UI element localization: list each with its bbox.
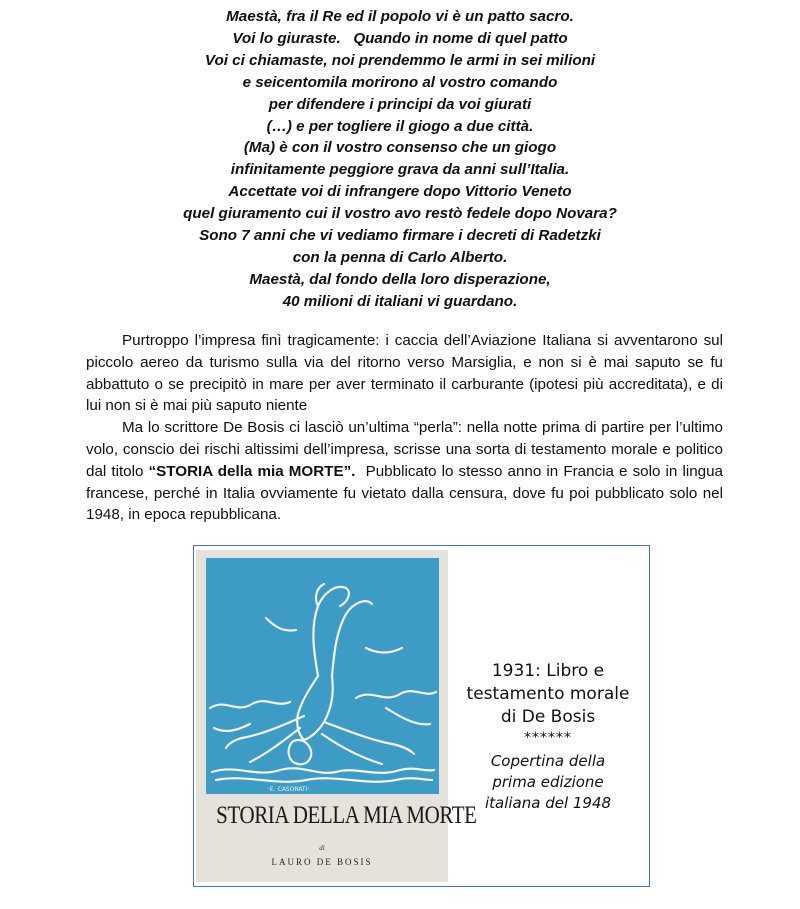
quote-line: per difendere i principi da voi giurati xyxy=(268,95,532,113)
paragraph-testament xyxy=(86,417,728,526)
paragraph-testament-text-end: Pubblicato lo stesso anno in Francia e solo in lingua francese, perché in Italia ovviamente fu vietato dalla censura, dove fu poi pubblicato solo nel 1948, in epoca repubblicana. xyxy=(86,462,728,524)
body-text xyxy=(86,330,728,526)
caption-italic-line: italiana del 1948 xyxy=(484,794,612,812)
quote-line: Sono 7 anni che vi vediamo firmare i decreti di Radetzki xyxy=(199,227,601,245)
figure-caption xyxy=(452,660,644,814)
quote-line: 40 milioni di italiani vi guardano. xyxy=(282,292,518,310)
cover-di: di xyxy=(319,844,325,852)
caption-italic-line: prima edizione xyxy=(492,773,604,791)
caption-separator: ****** xyxy=(524,730,572,746)
book-cover-image xyxy=(196,550,477,882)
quote-line: quel giuramento cui il vostro avo restò fedele dopo Novara? xyxy=(183,205,617,223)
quote-block xyxy=(0,6,800,313)
quote-line: e seicentomila morirono al vostro comando xyxy=(242,73,558,91)
cover-title: STORIA DELLA MIA MORTE xyxy=(216,802,477,829)
cover-illustration xyxy=(206,558,439,794)
cover-author: LAURO DE BOSIS xyxy=(271,857,373,867)
paragraph-tragic-end: Purtroppo l’impresa finì tragicamente: i caccia dell’Aviazione Italiana si avventarono sul piccolo aereo da turismo sulla via del ritorno verso Marsiglia, e non si è mai saputo se fu abbattuto o se precipitò in mare per aver terminato il carburante (ipotesi più accreditata), e di lui non si è mai più saputo niente xyxy=(86,332,723,415)
book-title-bold: “STORIA della mia MORTE”. xyxy=(148,462,356,480)
quote-line: Voi ci chiamaste, noi prendemmo le armi in sei milioni xyxy=(204,51,596,69)
illustrator-signature: ·E. CASORATI· xyxy=(268,786,310,793)
caption-line: testamento morale xyxy=(466,684,630,704)
caption-italic-line: Copertina della xyxy=(490,752,606,770)
quote-line: Maestà, fra il Re ed il popolo vi è un patto sacro. xyxy=(226,8,574,25)
quote-line: infinitamente peggiore grava da anni sull’Italia. xyxy=(230,161,570,179)
falling-figure-drawing xyxy=(206,558,439,794)
paragraph-testament-text: Ma lo scrittore De Bosis ci lasciò un’ultima “perla”: nella notte prima di partire per l’ultimo volo, conscio dei rischi altissimi dell’impresa, scrisse una sorta di testamento morale e politico dal titolo xyxy=(86,419,723,480)
quote-line: (…) e per togliere il giogo a due città. xyxy=(266,117,534,135)
quote-line: Maestà, dal fondo della loro disperazione, xyxy=(249,270,551,288)
quote-line: con la penna di Carlo Alberto. xyxy=(292,248,508,266)
quote-line: (Ma) è con il vostro consenso che un giogo xyxy=(243,139,557,157)
caption-line: di De Bosis xyxy=(500,707,596,727)
quote-line: Voi lo giuraste. Quando in nome di quel patto xyxy=(232,29,568,47)
quote-line: Accettate voi di infrangere dopo Vittorio Veneto xyxy=(228,183,572,201)
caption-line: 1931: Libro e xyxy=(491,661,605,681)
